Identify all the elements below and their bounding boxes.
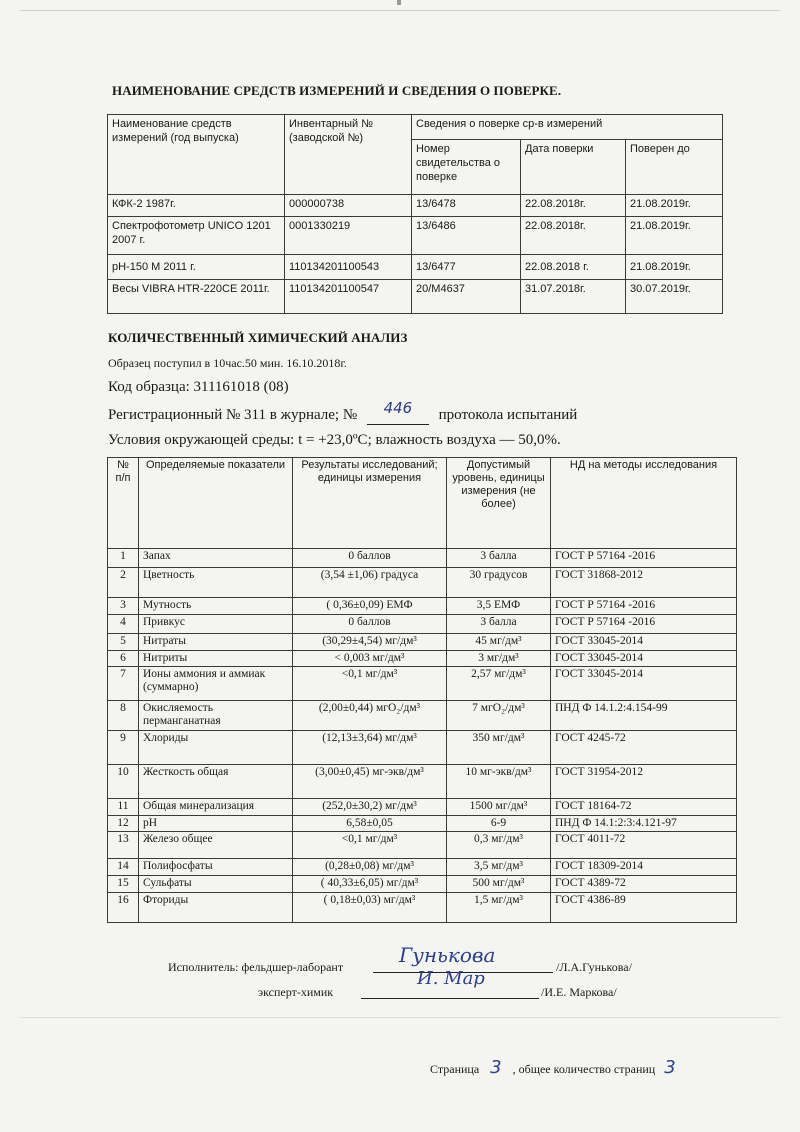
table-row: [108, 615, 737, 634]
sample-code: Код образца: 311161018 (08): [108, 379, 289, 395]
instrument-date: 31.07.2018г.: [521, 280, 626, 314]
limit-cell: 7 мгО₂/дм³: [447, 701, 551, 731]
method-cell: ГОСТ Р 57164 -2016: [551, 598, 737, 615]
indicator-cell: Привкус: [139, 615, 293, 634]
table-row: [108, 634, 737, 651]
page-footer: [430, 1057, 676, 1078]
registration-handwritten-number: 446: [383, 399, 413, 417]
total-pages-number: 3: [664, 1057, 676, 1078]
row-number: 13: [108, 832, 139, 859]
table-row: [108, 651, 737, 667]
instrument-name: Спектрофотометр UNICO 1201 2007 г.: [108, 217, 285, 255]
col-header-date: Дата поверки: [521, 140, 626, 195]
result-cell: <0,1 мг/дм³: [293, 832, 447, 859]
instrument-valid: 21.08.2019г.: [626, 217, 723, 255]
result-cell: (0,28±0,08) мг/дм³: [293, 859, 447, 876]
table-row: [108, 816, 737, 832]
limit-cell: 3 балла: [447, 549, 551, 568]
limit-cell: 6-9: [447, 816, 551, 832]
indicator-cell: Сульфаты: [139, 876, 293, 893]
instrument-cert: 20/М4637: [412, 280, 521, 314]
col-header-indicator: Определяемые показатели: [139, 458, 293, 549]
result-cell: 6,58±0,05: [293, 816, 447, 832]
col-header-num: № п/п: [108, 458, 139, 549]
method-cell: ГОСТ 31868-2012: [551, 568, 737, 598]
instruments-table: [107, 114, 723, 314]
method-cell: ГОСТ Р 57164 -2016: [551, 615, 737, 634]
expert-name: /И.Е. Маркова/: [541, 985, 617, 999]
environment-conditions: Условия окружающей среды: t = +23,0ºС; влажность воздуха — 50,0%.: [108, 432, 561, 448]
result-cell: (12,13±3,64) мг/дм³: [293, 731, 447, 765]
method-cell: ГОСТ 4011-72: [551, 832, 737, 859]
instrument-name: pH-150 М 2011 г.: [108, 255, 285, 280]
table-row: [108, 255, 723, 280]
result-cell: < 0,003 мг/дм³: [293, 651, 447, 667]
row-number: 10: [108, 765, 139, 799]
limit-cell: 0,3 мг/дм³: [447, 832, 551, 859]
indicator-cell: Фториды: [139, 893, 293, 923]
col-header-name: Наименование средств измерений (год выпуска): [108, 115, 285, 195]
result-cell: ( 0,36±0,09) ЕМФ: [293, 598, 447, 615]
col-header-inventory: Инвентарный № (заводской №): [285, 115, 412, 195]
registration-line: [108, 399, 578, 425]
limit-cell: 45 мг/дм³: [447, 634, 551, 651]
instrument-cert: 13/6477: [412, 255, 521, 280]
row-number: 7: [108, 667, 139, 701]
staple-mark: [397, 0, 401, 5]
limit-cell: 1500 мг/дм³: [447, 799, 551, 816]
table-row: [108, 195, 723, 217]
limit-cell: 500 мг/дм³: [447, 876, 551, 893]
method-cell: ПНД Ф 14.1.2:4.154-99: [551, 701, 737, 731]
table-row: [108, 667, 737, 701]
table-row: [108, 876, 737, 893]
limit-cell: 2,57 мг/дм³: [447, 667, 551, 701]
table-row: [108, 765, 737, 799]
method-cell: ГОСТ 18164-72: [551, 799, 737, 816]
row-number: 3: [108, 598, 139, 615]
registration-number-field: [367, 399, 429, 425]
method-cell: ГОСТ Р 57164 -2016: [551, 549, 737, 568]
col-header-limit: Допустимый уровень, единицы измерения (не более): [447, 458, 551, 549]
result-cell: ( 40,33±6,05) мг/дм³: [293, 876, 447, 893]
table-row: [108, 217, 723, 255]
row-number: 2: [108, 568, 139, 598]
limit-cell: 1,5 мг/дм³: [447, 893, 551, 923]
method-cell: ПНД Ф 14.1:2:3:4.121-97: [551, 816, 737, 832]
expert-signature-line: [361, 968, 539, 999]
row-number: 4: [108, 615, 139, 634]
registration-text-after: протокола испытаний: [438, 407, 578, 423]
method-cell: ГОСТ 4386-89: [551, 893, 737, 923]
limit-cell: 3,5 мг/дм³: [447, 859, 551, 876]
row-number: 5: [108, 634, 139, 651]
sample-received: Образец поступил в 10час.50 мин. 16.10.2018г.: [108, 356, 347, 370]
table-row: [108, 893, 737, 923]
indicator-cell: Железо общее: [139, 832, 293, 859]
instrument-valid: 30.07.2019г.: [626, 280, 723, 314]
table-row: [108, 799, 737, 816]
indicator-cell: Общая минерализация: [139, 799, 293, 816]
result-cell: (252,0±30,2) мг/дм³: [293, 799, 447, 816]
instrument-inventory: 110134201100543: [285, 255, 412, 280]
result-cell: ( 0,18±0,03) мг/дм³: [293, 893, 447, 923]
result-cell: (2,00±0,44) мгО₂/дм³: [293, 701, 447, 731]
method-cell: ГОСТ 4389-72: [551, 876, 737, 893]
total-pages-label: , общее количество страниц: [512, 1062, 656, 1076]
row-number: 6: [108, 651, 139, 667]
fold-line: [20, 1017, 780, 1018]
instrument-date: 22.08.2018г.: [521, 195, 626, 217]
table-row: [108, 731, 737, 765]
limit-cell: 10 мг-экв/дм³: [447, 765, 551, 799]
table-row: [108, 832, 737, 859]
result-cell: 0 баллов: [293, 615, 447, 634]
indicator-cell: Запах: [139, 549, 293, 568]
indicator-cell: pH: [139, 816, 293, 832]
executor-signature: Гунькова: [399, 943, 496, 967]
method-cell: ГОСТ 18309-2014: [551, 859, 737, 876]
row-number: 11: [108, 799, 139, 816]
method-cell: ГОСТ 33045-2014: [551, 651, 737, 667]
page-top-edge: [20, 10, 780, 11]
table-row: [108, 568, 737, 598]
row-number: 16: [108, 893, 139, 923]
instrument-inventory: 000000738: [285, 195, 412, 217]
result-cell: <0,1 мг/дм³: [293, 667, 447, 701]
indicator-cell: Ионы аммония и аммиак (суммарно): [139, 667, 293, 701]
method-cell: ГОСТ 31954-2012: [551, 765, 737, 799]
result-cell: (3,00±0,45) мг-экв/дм³: [293, 765, 447, 799]
analysis-table: [107, 457, 737, 923]
method-cell: ГОСТ 33045-2014: [551, 667, 737, 701]
instrument-valid: 21.08.2019г.: [626, 255, 723, 280]
indicator-cell: Жесткость общая: [139, 765, 293, 799]
instrument-cert: 13/6478: [412, 195, 521, 217]
col-header-verification: Сведения о поверке ср-в измерений: [412, 115, 723, 140]
row-number: 12: [108, 816, 139, 832]
page-label: Страница: [430, 1062, 480, 1076]
limit-cell: 3 балла: [447, 615, 551, 634]
expert-signature: И. Мар: [417, 968, 485, 989]
row-number: 15: [108, 876, 139, 893]
row-number: 1: [108, 549, 139, 568]
executor-label: Исполнитель: фельдшер-лаборант: [168, 960, 344, 974]
limit-cell: 3 мг/дм³: [447, 651, 551, 667]
method-cell: ГОСТ 33045-2014: [551, 634, 737, 651]
instrument-inventory: 110134201100547: [285, 280, 412, 314]
row-number: 14: [108, 859, 139, 876]
analysis-header-row: [108, 458, 737, 549]
result-cell: 0 баллов: [293, 549, 447, 568]
instrument-inventory: 0001330219: [285, 217, 412, 255]
table-row: [108, 598, 737, 615]
indicator-cell: Полифосфаты: [139, 859, 293, 876]
instrument-valid: 21.08.2019г.: [626, 195, 723, 217]
indicator-cell: Нитриты: [139, 651, 293, 667]
analysis-body: [108, 549, 737, 923]
col-header-result: Результаты исследований; единицы измерения: [293, 458, 447, 549]
indicator-cell: Хлориды: [139, 731, 293, 765]
instrument-name: КФК-2 1987г.: [108, 195, 285, 217]
limit-cell: 3,5 ЕМФ: [447, 598, 551, 615]
instrument-date: 22.08.2018 г.: [521, 255, 626, 280]
col-header-method: НД на методы исследования: [551, 458, 737, 549]
col-header-cert: Номер свидетельства о поверке: [412, 140, 521, 195]
page-number: 3: [490, 1057, 502, 1078]
row-number: 8: [108, 701, 139, 731]
instruments-heading: НАИМЕНОВАНИЕ СРЕДСТВ ИЗМЕРЕНИЙ И СВЕДЕНИЯ О ПОВЕРКЕ.: [112, 83, 562, 98]
indicator-cell: Цветность: [139, 568, 293, 598]
table-row: [108, 280, 723, 314]
limit-cell: 30 градусов: [447, 568, 551, 598]
table-row: [108, 859, 737, 876]
indicator-cell: Мутность: [139, 598, 293, 615]
result-cell: (3,54 ±1,06) градуса: [293, 568, 447, 598]
result-cell: (30,29±4,54) мг/дм³: [293, 634, 447, 651]
analysis-heading: КОЛИЧЕСТВЕННЫЙ ХИМИЧЕСКИЙ АНАЛИЗ: [108, 330, 408, 345]
table-row: [108, 701, 737, 731]
row-number: 9: [108, 731, 139, 765]
executor-name: /Л.А.Гунькова/: [556, 960, 632, 974]
instrument-date: 22.08.2018г.: [521, 217, 626, 255]
expert-label: эксперт-химик: [258, 985, 334, 999]
instrument-name: Весы VIBRA HTR-220CE 2011г.: [108, 280, 285, 314]
registration-text-before: Регистрационный № 311 в журнале; №: [108, 407, 358, 423]
table-row: [108, 549, 737, 568]
indicator-cell: Нитраты: [139, 634, 293, 651]
indicator-cell: Окисляемость перманганатная: [139, 701, 293, 731]
method-cell: ГОСТ 4245-72: [551, 731, 737, 765]
limit-cell: 350 мг/дм³: [447, 731, 551, 765]
instrument-cert: 13/6486: [412, 217, 521, 255]
col-header-valid: Поверен до: [626, 140, 723, 195]
